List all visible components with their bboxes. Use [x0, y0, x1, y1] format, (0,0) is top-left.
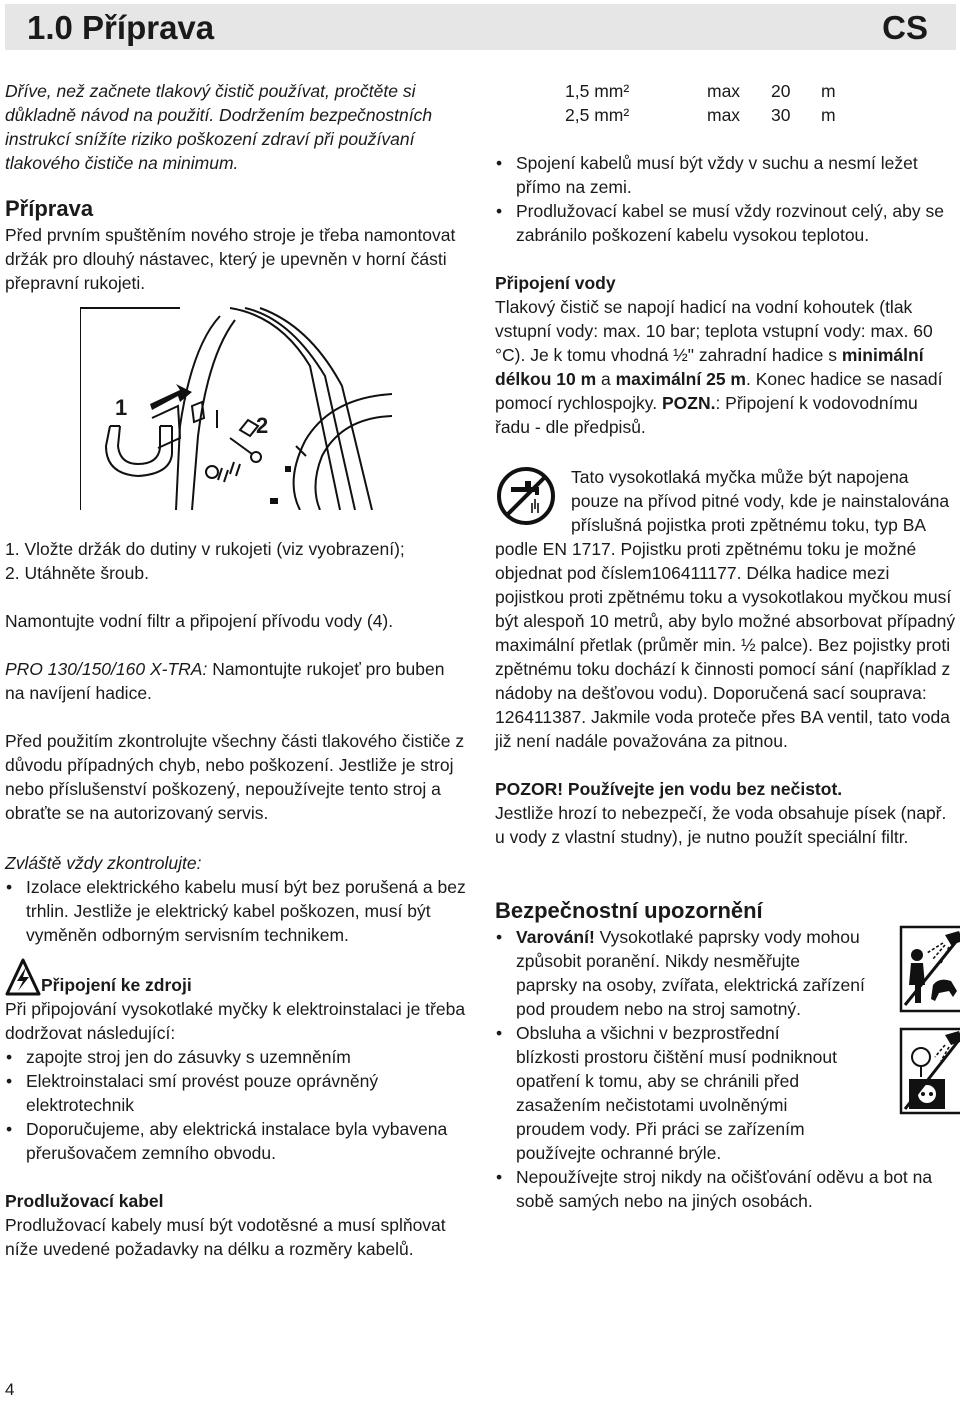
- power-heading-row: [5, 973, 467, 997]
- list-item: [495, 1021, 957, 1165]
- ext-heading: Prodlužovací kabel: [5, 1191, 164, 1211]
- step-1: 1. Vložte držák do dutiny v rukojeti (viz vyobrazení);: [5, 539, 405, 559]
- water-text-c: . Konec hadice se nasadí pomocí rychlospojky.: [495, 369, 943, 413]
- table-row: [565, 103, 836, 127]
- list-item: • zapojte stroj jen do zásuvky s uzemněním: [5, 1045, 467, 1069]
- safety-text-2: • Obsluha a všichni v bezprostřední blízkosti prostoru čištění musí podniknout opatření k tomu, aby se chránili před zasažením nečistotami uvolněnými proudem vody. Při práci se zařízením používejte ochranné brýle.: [516, 1023, 837, 1163]
- special-list: [5, 875, 467, 947]
- filter-text: Namontujte vodní filtr a připojení přívodu vody (4).: [5, 611, 394, 631]
- cable-max: max: [707, 105, 741, 125]
- power-list: [5, 1045, 467, 1165]
- figure-label-1: 1: [115, 395, 128, 420]
- ext-text: Prodlužovací kabely musí být vodotěsné a musí splňovat níže uvedené požadavky na délku a rozměry kabelů.: [5, 1215, 446, 1259]
- list-item: • Doporučujeme, aby elektrická instalace byla vybavena přerušovačem zemního obvodu.: [5, 1117, 467, 1165]
- cable-size: 2,5 mm²: [565, 105, 630, 125]
- prep-text: Před prvním spuštěním nového stroje je třeba namontovat držák pro dlouhý nástavec, který je upevněn v horní části přepravní rukojeti.: [5, 225, 456, 293]
- pozor-heading: POZOR! Používejte jen vodu bez nečistot.: [495, 779, 843, 799]
- backflow-text: Tato vysokotlaká myčka může být napojena pouze na přívod pitné vody, kde je nainstalována příslušná pojistka proti zpětnému toku, typ BA podle EN 1717. Pojistku proti zpětnému toku je možné objednat pod číslem106411177. Délka hadice mezi pojistkou proti zpětnému toku a vysokotlakou myčkou musí být alespoň 10 metrů, aby bylo možné absorbovat případný maximální přetlak (průměr min. ½ palce). Bez pojistky proti zpětnému toku dochází k činnosti pomocí sání (například z nádoby na dešťovou vodu). Doporučená sací souprava: 126411387. Jakmile voda proteče přes BA ventil, tato voda již není nadále považována za pitnou.: [495, 467, 956, 751]
- list-item: • Elektroinstalaci smí provést pouze oprávněný elektrotechnik: [5, 1069, 467, 1117]
- prep-heading: Příprava: [5, 196, 94, 221]
- right-column: [495, 79, 957, 1213]
- water-heading: Připojení vody: [495, 273, 616, 293]
- step-2: 2. Utáhněte šroub.: [5, 563, 149, 583]
- safety-heading: Bezpečnostní upozornění: [495, 898, 763, 923]
- power-text: Při připojování vysokotlaké myčky k elektroinstalaci je třeba dodržovat následující:: [5, 999, 466, 1043]
- cable-max: max: [707, 81, 741, 101]
- safety-block: [495, 925, 957, 1213]
- pozor-text: Jestliže hrozí to nebezpečí, že voda obsahuje písek (např. u vody z vlastní studny), je nutno použít speciální filtr.: [495, 803, 947, 847]
- page-header: [5, 4, 956, 50]
- water-max-length: maximální 25 m: [615, 369, 746, 389]
- cable-table: [565, 79, 836, 127]
- no-drinking-water-icon: [495, 465, 557, 527]
- special-heading: Zvláště vždy zkontrolujte:: [5, 853, 202, 873]
- list-item: [495, 925, 957, 1021]
- warning-text: Vysokotlaké paprsky vody mohou způsobit poranění. Nikdy nesměřujte paprsky na osoby, zvířata, elektrická zařízení pod proudem nebo na stroj samotný.: [516, 927, 865, 1019]
- list-item: • Nepoužívejte stroj nikdy na očišťování oděvu a bot na sobě samých nebo na jiných osobách.: [495, 1165, 957, 1213]
- section-title: 1.0 Příprava: [27, 9, 215, 46]
- pro-text: [5, 657, 467, 705]
- left-column: [5, 79, 467, 295]
- figure-label-2: 2: [256, 413, 269, 438]
- power-heading: Připojení ke zdroji: [41, 975, 192, 995]
- cable-length: 30: [771, 105, 791, 125]
- table-row: [565, 79, 836, 103]
- holder-figure: [80, 306, 392, 510]
- list-item: • Prodlužovací kabel se musí vždy rozvinout celý, aby se zabránilo poškození kabelu vysokou teplotou.: [495, 199, 957, 247]
- water-and: a: [596, 369, 616, 389]
- warning-label: Varování!: [516, 927, 595, 947]
- cable-list: [495, 151, 957, 247]
- page-number: 4: [5, 1380, 15, 1399]
- cable-size: 1,5 mm²: [565, 81, 630, 101]
- intro-text: Dříve, než začnete tlakový čistič používat, pročtěte si důkladně návod na použití. Dodržením bezpečnostních instrukcí snížíte riziko poškození zdraví při používaní tlakového čističe na minimum.: [5, 81, 433, 173]
- left-column-lower: [5, 537, 467, 1261]
- water-text-a: Tlakový čistič se napojí hadicí na vodní kohoutek (tlak vstupní vody: max. 10 bar; teplota vstupní vody: max. 60 °C). Je k tomu vhodná ½" zahradní hadice s: [495, 297, 933, 365]
- electric-warning-icon: [5, 957, 41, 997]
- safety-list: [495, 925, 957, 1213]
- check-text: Před použitím zkontrolujte všechny části tlakového čističe z důvodu případných chyb, nebo poškození. Jestliže je stroj nebo příslušenství poškozený, nepoužívejte tento stroj a obraťte se na autorizovaný servis.: [5, 731, 465, 823]
- water-text: [495, 295, 957, 439]
- pro-instruction: Namontujte rukojeť pro buben na navíjení hadice.: [5, 659, 445, 703]
- water-note-label: POZN.: [661, 393, 716, 413]
- language-code: CS: [882, 9, 928, 46]
- backflow-block: [495, 465, 957, 753]
- water-min-length: minimální délkou 10 m: [495, 345, 924, 389]
- water-text-d: : Připojení k vodovodnímu řadu - dle předpisů.: [495, 393, 918, 437]
- pro-model: PRO 130/150/160 X-TRA:: [5, 659, 208, 679]
- list-item: • Izolace elektrického kabelu musí být bez porušená a bez trhlin. Jestliže je elektrický kabel poškozen, musí být vyměněn odborným servisním technikem.: [5, 875, 467, 947]
- cable-length: 20: [771, 81, 791, 101]
- cable-unit: m: [821, 105, 836, 125]
- list-item: • Spojení kabelů musí být vždy v suchu a nesmí ležet přímo na zemi.: [495, 151, 957, 199]
- cable-unit: m: [821, 81, 836, 101]
